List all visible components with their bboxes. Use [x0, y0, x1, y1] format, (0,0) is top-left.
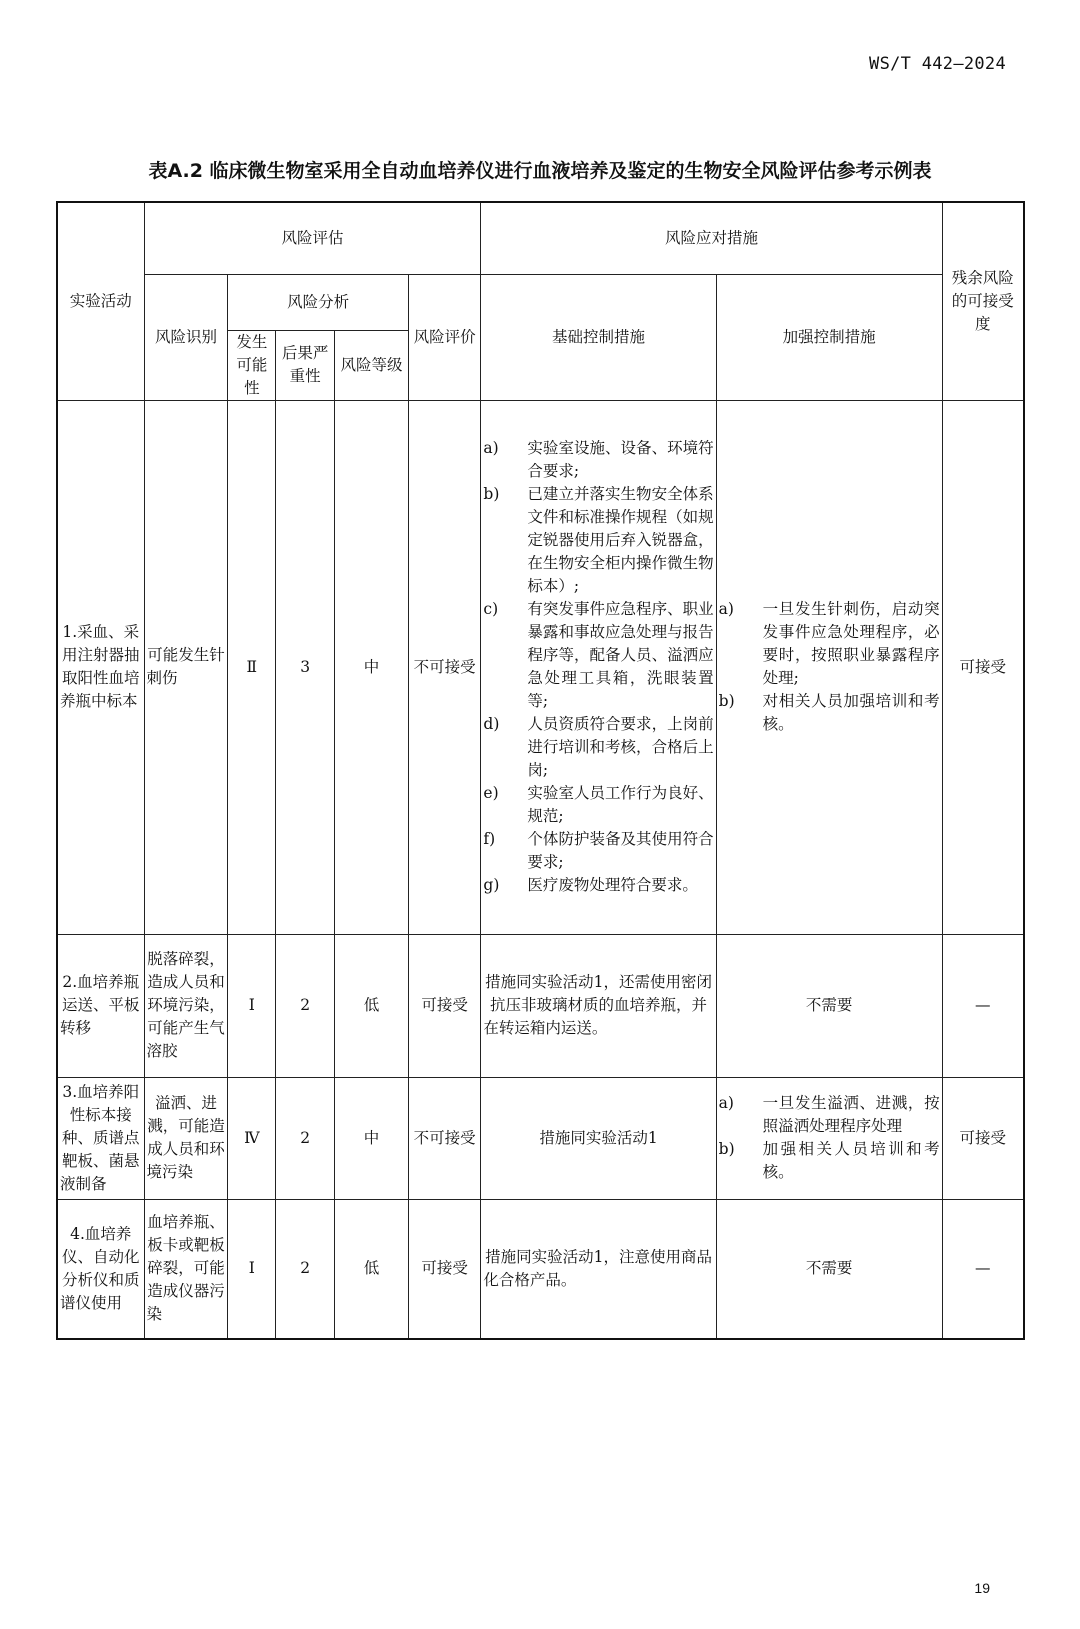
- list-item: [483, 598, 713, 713]
- residual-cell: —: [942, 934, 1024, 1077]
- activity-cell: 3.血培养阳性标本接种、质谱点靶板、菌悬液制备: [57, 1077, 144, 1199]
- table-title: 表A.2 临床微生物室采用全自动血培养仪进行血液培养及鉴定的生物安全风险评估参考示例表: [148, 160, 932, 182]
- severity-cell: 3: [276, 400, 335, 934]
- enhanced-control-cell: 不需要: [716, 1199, 942, 1339]
- item-text: 对相关人员加强培训和考核。: [762, 692, 940, 733]
- table-row: [57, 1199, 1024, 1339]
- identification-cell: 脱落碎裂，造成人员和环境污染，可能产生气溶胶: [144, 934, 228, 1077]
- list-item: [483, 483, 713, 598]
- enhanced-control-cell: [716, 1077, 942, 1199]
- item-marker: b): [718, 1140, 735, 1158]
- residual-cell: 可接受: [942, 400, 1024, 934]
- item-text: 个体防护装备及其使用符合要求;: [527, 830, 714, 871]
- item-text: 有突发事件应急程序、职业暴露和事故应急处理与报告程序等，配备人员、溢洒应急处理工具箱，洗眼装置等;: [527, 600, 714, 710]
- item-text: 已建立并落实生物安全体系文件和标准操作规程（如规定锐器使用后弃入锐器盒，在生物安全柜内操作微生物标本）;: [527, 485, 714, 595]
- list-item: [719, 690, 940, 736]
- standard-code: WS/T 442—2024: [869, 54, 1006, 74]
- risk-level-cell: 中: [335, 1077, 409, 1199]
- header-likelihood: 发生可能性: [228, 330, 276, 400]
- risk-level-cell: 低: [335, 1199, 409, 1339]
- table-row: [57, 400, 1024, 934]
- item-marker: c): [483, 600, 499, 618]
- item-marker: a): [718, 600, 734, 618]
- header-basic-control: 基础控制措施: [481, 274, 716, 400]
- enhanced-control-cell: [716, 400, 942, 934]
- list-item: [483, 782, 713, 828]
- header-activity: 实验活动: [57, 202, 144, 400]
- header-risk-identification: 风险识别: [144, 274, 228, 400]
- severity-cell: 2: [276, 1199, 335, 1339]
- table-row: [57, 934, 1024, 1077]
- header-risk-analysis: 风险分析: [228, 274, 408, 330]
- item-text: 人员资质符合要求，上岗前进行培训和考核，合格后上岗;: [527, 715, 714, 779]
- list-item: [719, 1138, 940, 1184]
- header-residual: 残余风险的可接受度: [942, 202, 1024, 400]
- list-item: [483, 828, 713, 874]
- page-number: 19: [974, 1580, 990, 1596]
- item-marker: a): [483, 439, 499, 457]
- risk-level-cell: 低: [335, 934, 409, 1077]
- basic-control-cell: 措施同实验活动1，注意使用商品化合格产品。: [481, 1199, 716, 1339]
- item-text: 一旦发生溢洒、进溅，按照溢洒处理程序处理: [762, 1094, 940, 1135]
- item-marker: f): [483, 830, 496, 848]
- likelihood-cell: Ⅳ: [228, 1077, 276, 1199]
- item-marker: b): [718, 692, 735, 710]
- header-row-2: [57, 274, 1024, 330]
- list-item: [483, 437, 713, 483]
- item-marker: a): [718, 1094, 734, 1112]
- header-row-1: [57, 202, 1024, 274]
- activity-cell: 1.采血、采用注射器抽取阳性血培养瓶中标本: [57, 400, 144, 934]
- residual-cell: —: [942, 1199, 1024, 1339]
- item-marker: e): [483, 784, 499, 802]
- evaluation-cell: 可接受: [408, 1199, 481, 1339]
- list-item: [483, 874, 713, 897]
- basic-control-cell: 措施同实验活动1: [481, 1077, 716, 1199]
- header-enhanced-control: 加强控制措施: [716, 274, 942, 400]
- item-text: 加强相关人员培训和考核。: [762, 1140, 940, 1181]
- likelihood-cell: Ⅰ: [228, 1199, 276, 1339]
- list-item: [719, 598, 940, 690]
- item-marker: b): [483, 485, 500, 503]
- item-text: 一旦发生针刺伤，启动突发事件应急处理程序，必要时，按照职业暴露程序处理;: [762, 600, 940, 687]
- identification-cell: 溢洒、进溅，可能造成人员和环境污染: [144, 1077, 228, 1199]
- activity-cell: 2.血培养瓶运送、平板转移: [57, 934, 144, 1077]
- likelihood-cell: Ⅱ: [228, 400, 276, 934]
- header-risk-assessment: 风险评估: [144, 202, 481, 274]
- list-item: [483, 713, 713, 782]
- severity-cell: 2: [276, 934, 335, 1077]
- list-item: [719, 1092, 940, 1138]
- item-text: 实验室设施、设备、环境符合要求;: [527, 439, 714, 480]
- risk-assessment-table: [56, 201, 1025, 1340]
- header-severity: 后果严重性: [276, 330, 335, 400]
- basic-control-cell: 措施同实验活动1，还需使用密闭抗压非玻璃材质的血培养瓶，并在转运箱内运送。: [481, 934, 716, 1077]
- identification-cell: 血培养瓶、板卡或靶板碎裂，可能造成仪器污染: [144, 1199, 228, 1339]
- table-row: [57, 1077, 1024, 1199]
- identification-cell: 可能发生针刺伤: [144, 400, 228, 934]
- evaluation-cell: 可接受: [408, 934, 481, 1077]
- item-text: 实验室人员工作行为良好、规范;: [527, 784, 714, 825]
- evaluation-cell: 不可接受: [408, 1077, 481, 1199]
- likelihood-cell: Ⅰ: [228, 934, 276, 1077]
- item-marker: g): [483, 876, 500, 894]
- header-risk-response: 风险应对措施: [481, 202, 942, 274]
- item-text: 医疗废物处理符合要求。: [527, 876, 698, 894]
- risk-level-cell: 中: [335, 400, 409, 934]
- severity-cell: 2: [276, 1077, 335, 1199]
- enhanced-control-cell: 不需要: [716, 934, 942, 1077]
- basic-control-cell: [481, 400, 716, 934]
- header-risk-evaluation: 风险评价: [408, 274, 481, 400]
- item-marker: d): [483, 715, 500, 733]
- residual-cell: 可接受: [942, 1077, 1024, 1199]
- activity-cell: 4.血培养仪、自动化分析仪和质谱仪使用: [57, 1199, 144, 1339]
- evaluation-cell: 不可接受: [408, 400, 481, 934]
- header-risk-level: 风险等级: [335, 330, 409, 400]
